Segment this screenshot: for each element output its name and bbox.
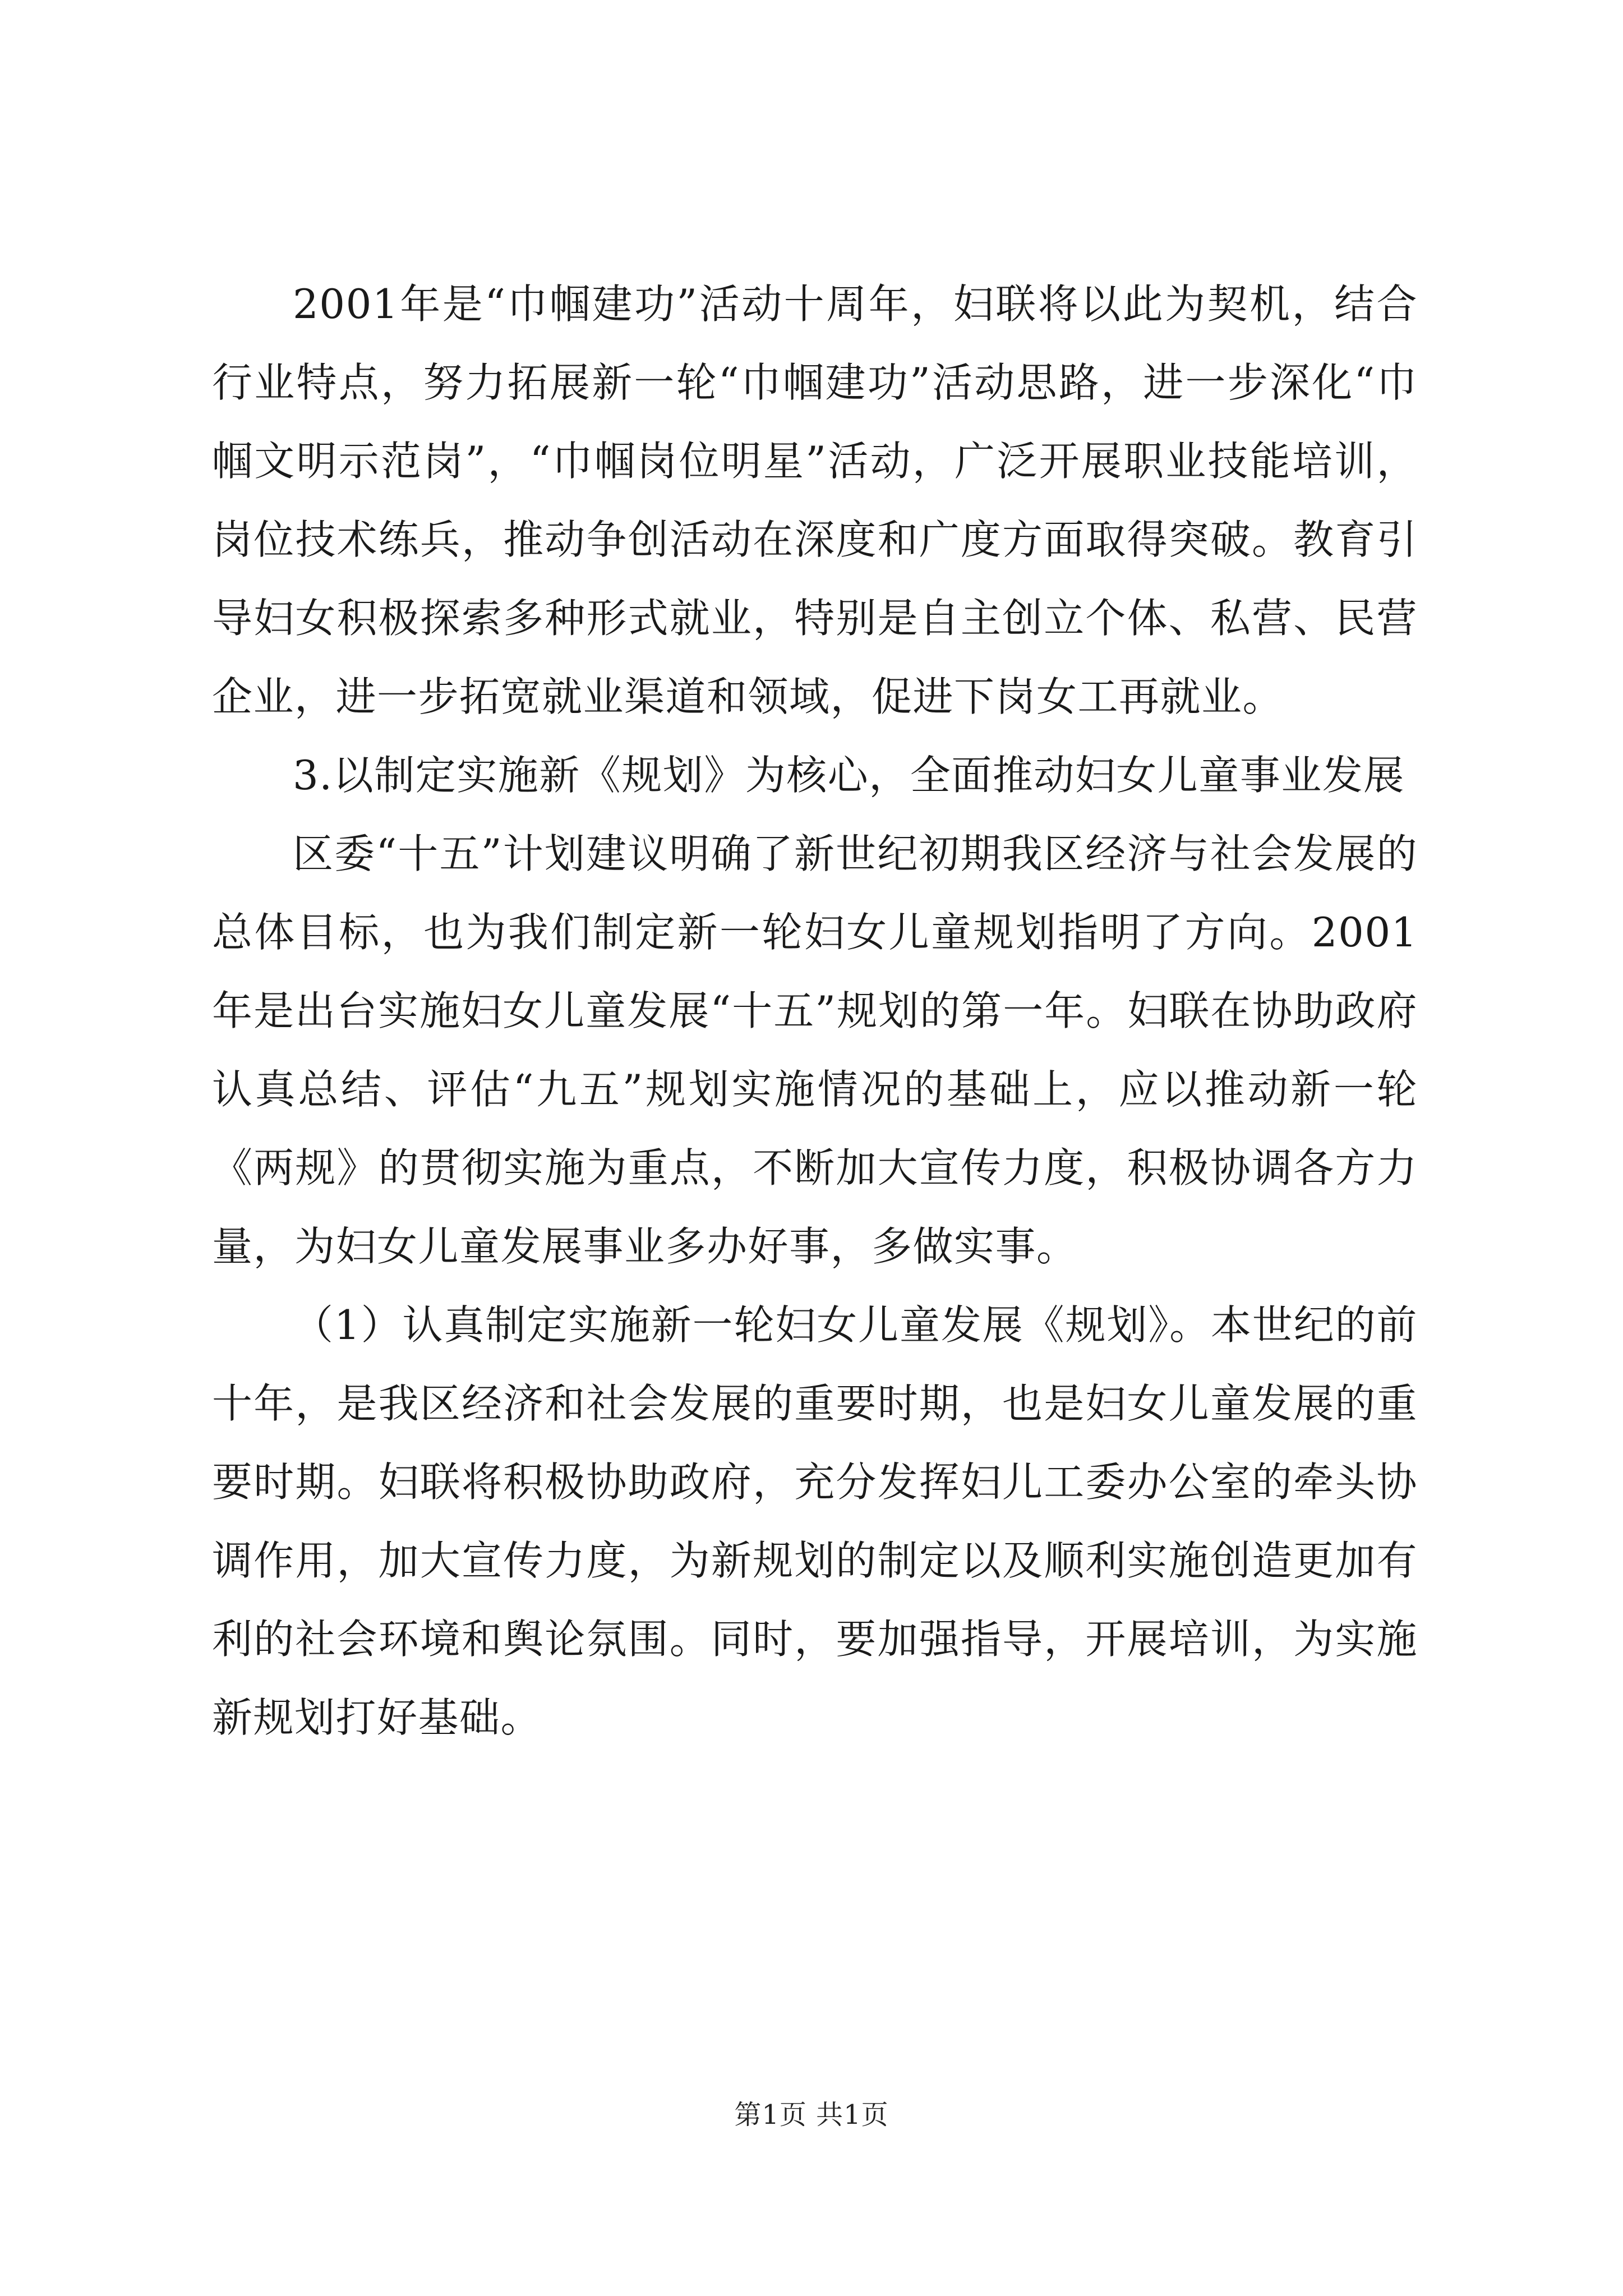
paragraph-item-1: （1）认真制定实施新一轮妇女儿童发展《规划》。本世纪的前十年，是我区经济和社会发展的重要时期，也是妇女儿童发展的重要时期。妇联将积极协助政府，充分发挥妇儿工委办公室的牵头协调作用，加大宣传力度，为新规划的制定以及顺利实施创造更加有利的社会环境和舆论氛围。同时，要加强指导，开展培训，为实施新规划打好基础。 <box>212 1301 1418 1741</box>
page-number-footer: 第1页 共1页 <box>734 2099 889 2131</box>
paragraph-shiwu-plan: 区委“十五”计划建议明确了新世纪初期我区经济与社会发展的总体目标，也为我们制定新一轮妇女儿童规划指明了方向。2001年是出台实施妇女儿童发展“十五”规划的第一年。妇联在协助政府认真总结、评估“九五”规划实施情况的基础上，应以推动新一轮《两规》的贯彻实施为重点，不断加大宣传力度，积极协调各方力量，为妇女儿童发展事业多办好事，多做实事。 <box>212 830 1418 1270</box>
paragraph-jinguo-jiangong: 2001年是“巾帼建功”活动十周年，妇联将以此为契机，结合行业特点，努力拓展新一轮“巾帼建功”活动思路，进一步深化“巾帼文明示范岗”，“巾帼岗位明星”活动，广泛开展职业技能培训，岗位技术练兵，推动争创活动在深度和广度方面取得突破。教育引导妇女积极探索多种形式就业，特别是自主创立个体、私营、民营企业，进一步拓宽就业渠道和领域，促进下岗女工再就业。 <box>212 280 1418 720</box>
section-heading-3: 3.以制定实施新《规划》为核心，全面推动妇女儿童事业发展 <box>293 752 1405 799</box>
document-body <box>212 265 1418 1757</box>
